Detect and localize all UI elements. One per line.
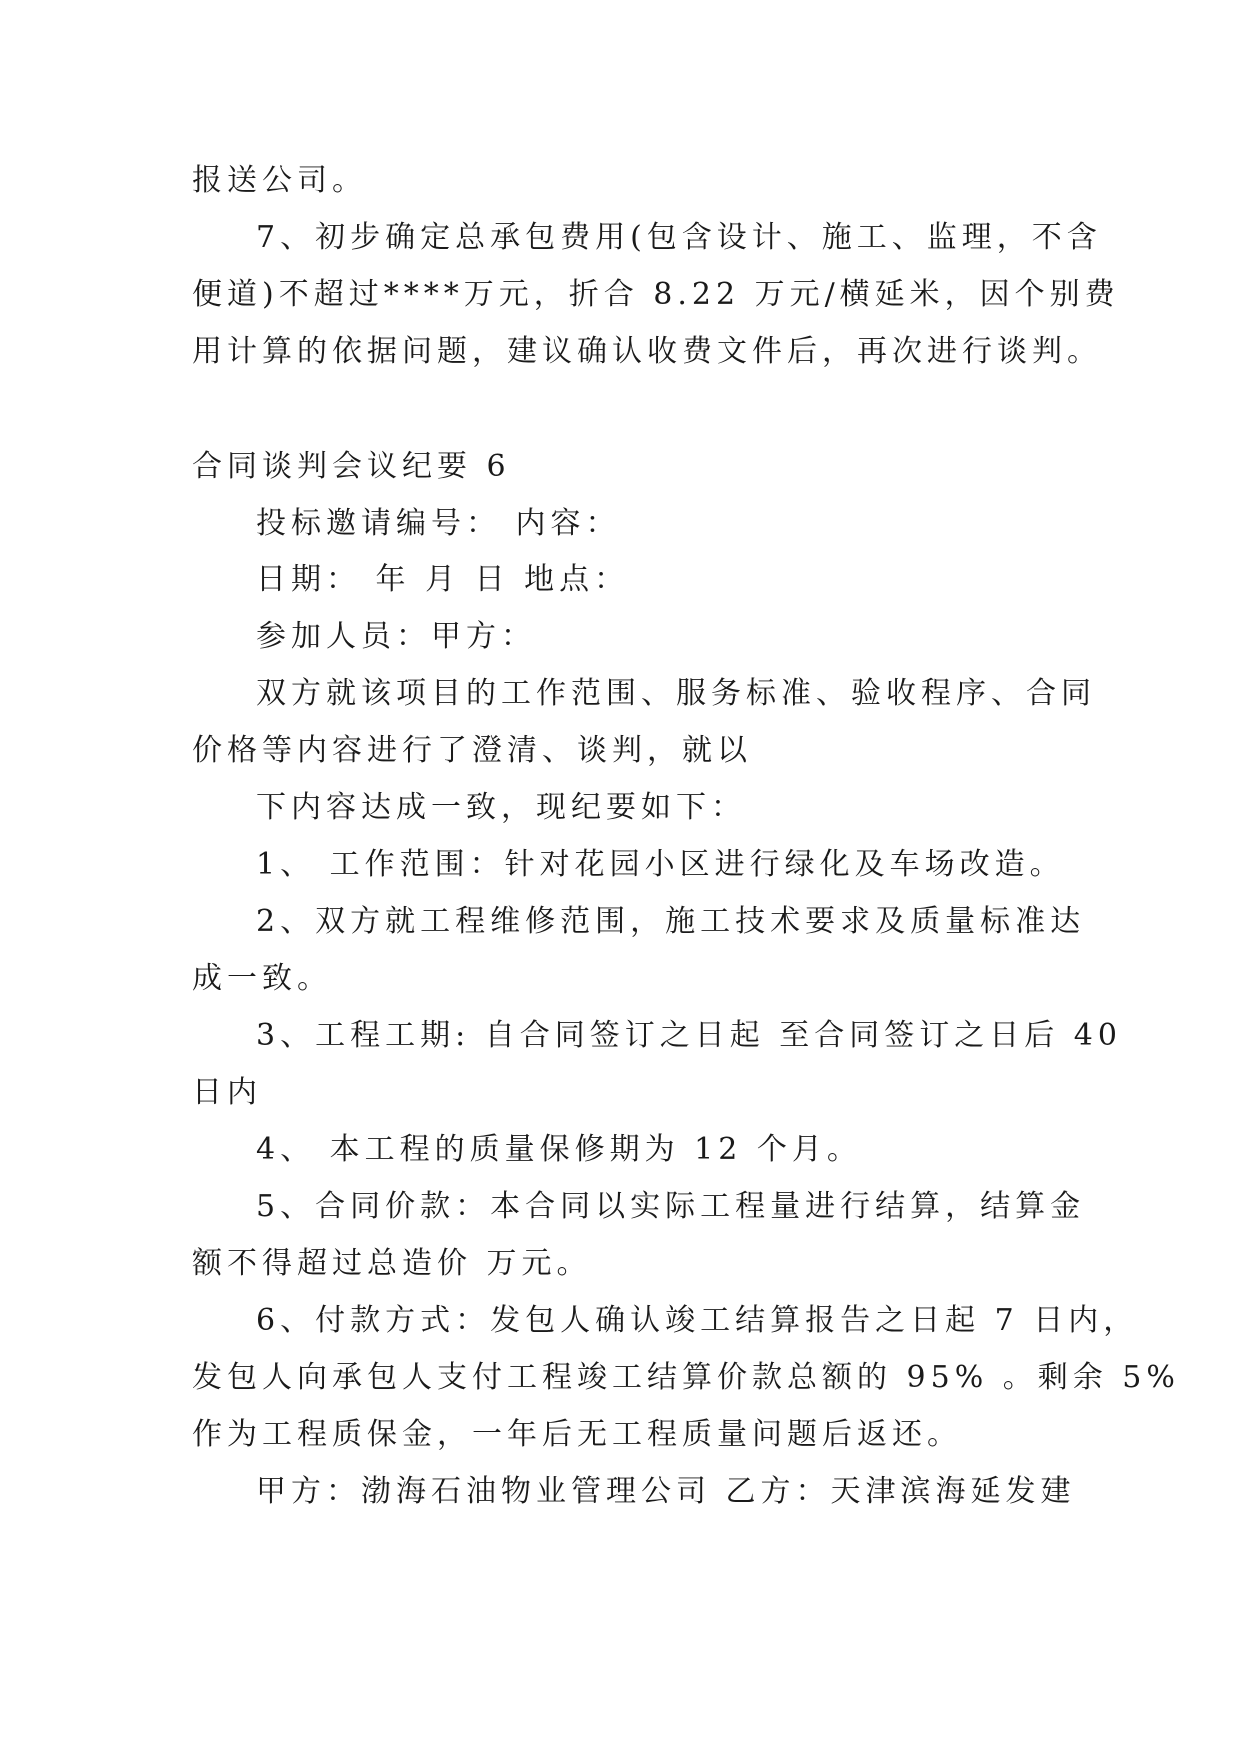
paragraph-line: 1、 工作范围：针对花园小区进行绿化及车场改造。 bbox=[256, 847, 1065, 882]
paragraph-line: 2、双方就工程维修范围，施工技术要求及质量标准达 bbox=[256, 904, 1086, 939]
paragraph-line: 日内 bbox=[192, 1075, 262, 1110]
paragraph-line: 甲方：渤海石油物业管理公司 乙方：天津滨海延发建 bbox=[256, 1474, 1076, 1509]
paragraph-line: 参加人员：甲方： bbox=[256, 619, 536, 654]
paragraph-line: 3、工程工期: 自合同签订之日起 至合同签订之日后 40 bbox=[256, 1018, 1122, 1053]
paragraph-line: 成一致。 bbox=[192, 961, 332, 996]
paragraph-line: 额不得超过总造价 万元。 bbox=[192, 1246, 592, 1281]
paragraph-line: 7、初步确定总承包费用(包含设计、施工、监理，不含 bbox=[256, 220, 1102, 255]
section-heading: 合同谈判会议纪要 6 bbox=[192, 449, 511, 484]
paragraph-line: 5、合同价款：本合同以实际工程量进行结算，结算金 bbox=[256, 1189, 1086, 1224]
paragraph-line: 双方就该项目的工作范围、服务标准、验收程序、合同 bbox=[256, 676, 1096, 711]
paragraph-line: 价格等内容进行了澄清、谈判，就以 bbox=[192, 733, 752, 768]
paragraph-line: 发包人向承包人支付工程竣工结算价款总额的 95% 。剩余 5% bbox=[192, 1360, 1180, 1395]
paragraph-line: 投标邀请编号： 内容： bbox=[256, 506, 621, 541]
paragraph-line: 报送公司。 bbox=[192, 163, 367, 198]
paragraph-line: 4、 本工程的质量保修期为 12 个月。 bbox=[256, 1132, 862, 1167]
paragraph-line: 6、付款方式：发包人确认竣工结算报告之日起 7 日内， bbox=[256, 1303, 1139, 1338]
paragraph-line: 日期： 年 月 日 地点： bbox=[256, 562, 630, 597]
paragraph-line: 作为工程质保金，一年后无工程质量问题后返还。 bbox=[192, 1417, 962, 1452]
paragraph-line: 用计算的依据问题，建议确认收费文件后，再次进行谈判。 bbox=[192, 334, 1102, 369]
paragraph-line: 下内容达成一致，现纪要如下： bbox=[256, 790, 746, 825]
paragraph-line: 便道)不超过****万元，折合 8.22 万元/横延米，因个别费 bbox=[192, 277, 1120, 312]
